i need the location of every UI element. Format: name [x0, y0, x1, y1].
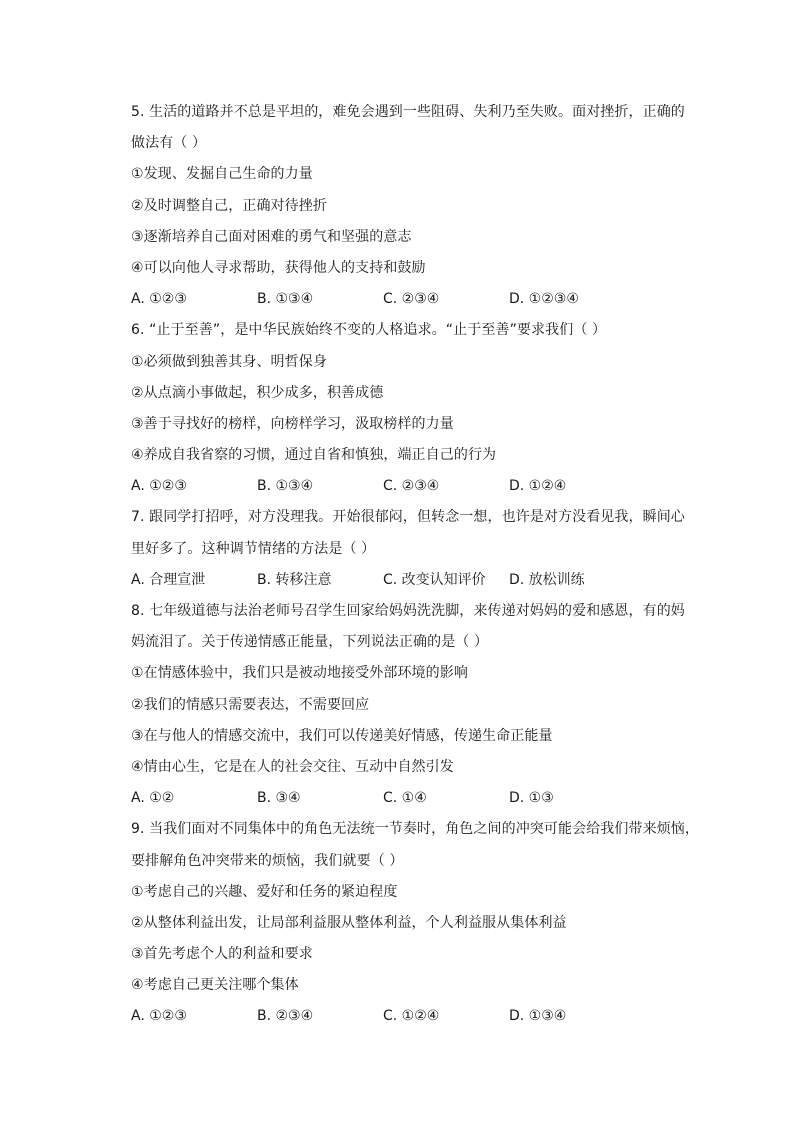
statement-1: ①必须做到独善其身、明哲保身: [131, 353, 327, 370]
question-stem: 做法有（ ）: [131, 135, 207, 152]
choice-b[interactable]: B. ②③④: [257, 1008, 314, 1025]
statement-3: ③首先考虑个人的利益和要求: [131, 946, 313, 963]
choice-a[interactable]: A. 合理宣泄: [131, 571, 206, 588]
answer-choices: [131, 1001, 711, 1032]
choice-c[interactable]: C. ②③④: [383, 291, 440, 308]
choice-c[interactable]: C. 改变认知评价: [383, 571, 486, 588]
statement-2: ②我们的情感只需要表达，不需要回应: [131, 696, 370, 713]
question-6: [131, 315, 711, 502]
question-stem: 5. 生活的道路并不总是平坦的，难免会遇到一些阻碍、失利乃至失败。面对挫折，正确的: [131, 104, 685, 120]
choice-c[interactable]: C. ②③④: [383, 478, 440, 495]
statement-1: ①在情感体验中，我们只是被动地接受外部环境的影响: [131, 665, 468, 682]
answer-choices: [131, 284, 711, 315]
choice-d[interactable]: D. 放松训练: [509, 571, 585, 588]
statement-1: ①考虑自己的兴趣、爱好和任务的紧迫程度: [131, 883, 398, 900]
choice-c[interactable]: C. ①②④: [383, 1008, 440, 1025]
choice-d[interactable]: D. ①③④: [509, 1008, 567, 1025]
choice-b[interactable]: B. 转移注意: [257, 571, 332, 588]
answer-choices: [131, 783, 711, 814]
answer-choices: [131, 565, 711, 596]
question-list: [131, 97, 711, 1033]
statement-3: ③善于寻找好的榜样，向榜样学习，汲取榜样的力量: [131, 415, 454, 432]
statement-4: ④考虑自己更关注哪个集体: [131, 977, 299, 994]
choice-d[interactable]: D. ①③: [509, 790, 554, 807]
choice-c[interactable]: C. ①④: [383, 790, 427, 807]
question-stem: 7. 跟同学打招呼，对方没理我。开始很郁闷，但转念一想，也许是对方没看见我，瞬间心: [131, 509, 685, 526]
question-stem: 6. “止于至善”，是中华民族始终不变的人格追求。“止于至善”要求我们（ ）: [131, 322, 607, 339]
choice-d[interactable]: D. ①②③④: [509, 291, 579, 308]
statement-4: ④养成自我省察的习惯，通过自省和慎独，端正自己的行为: [131, 447, 497, 464]
statement-4: ④情由心生，它是在人的社会交往、互动中自然引发: [131, 758, 454, 775]
choice-b[interactable]: B. ①③④: [257, 291, 314, 308]
statement-4: ④可以向他人寻求帮助，获得他人的支持和鼓励: [131, 259, 426, 276]
question-stem: 里好多了。这种调节情绪的方法是（ ）: [131, 540, 376, 557]
question-stem: 要排解角色冲突带来的烦恼，我们就要（ ）: [131, 852, 404, 869]
question-7: [131, 502, 711, 596]
statement-3: ③逐渐培养自己面对困难的勇气和坚强的意志: [131, 228, 412, 245]
statement-3: ③在与他人的情感交流中，我们可以传递美好情感，传递生命正能量: [131, 727, 553, 744]
statement-1: ①发现、发掘自己生命的力量: [131, 166, 313, 183]
choice-a[interactable]: A. ①②③: [131, 478, 187, 495]
statement-2: ②从整体利益出发，让局部利益服从整体利益，个人利益服从集体利益: [131, 914, 567, 931]
question-8: [131, 596, 711, 814]
choice-a[interactable]: A. ①②: [131, 790, 175, 807]
statement-2: ②从点滴小事做起，积少成多，积善成德: [131, 384, 384, 401]
choice-d[interactable]: D. ①②④: [509, 478, 567, 495]
question-5: [131, 97, 711, 315]
choice-a[interactable]: A. ①②③: [131, 1008, 187, 1025]
question-stem: 8. 七年级道德与法治老师号召学生回家给妈妈洗洗脚，来传递对妈妈的爱和感恩，有的妈: [131, 603, 685, 619]
answer-choices: [131, 471, 711, 502]
choice-a[interactable]: A. ①②③: [131, 291, 187, 308]
question-stem: 9. 当我们面对不同集体中的角色无法统一节奏时，角色之间的冲突可能会给我们带来烦恼，: [131, 821, 700, 838]
choice-b[interactable]: B. ③④: [257, 790, 301, 807]
choice-b[interactable]: B. ①③④: [257, 478, 314, 495]
statement-2: ②及时调整自己，正确对待挫折: [131, 197, 327, 214]
question-9: [131, 814, 711, 1032]
question-stem: 妈流泪了。关于传递情感正能量，下列说法正确的是（ ）: [131, 634, 489, 651]
